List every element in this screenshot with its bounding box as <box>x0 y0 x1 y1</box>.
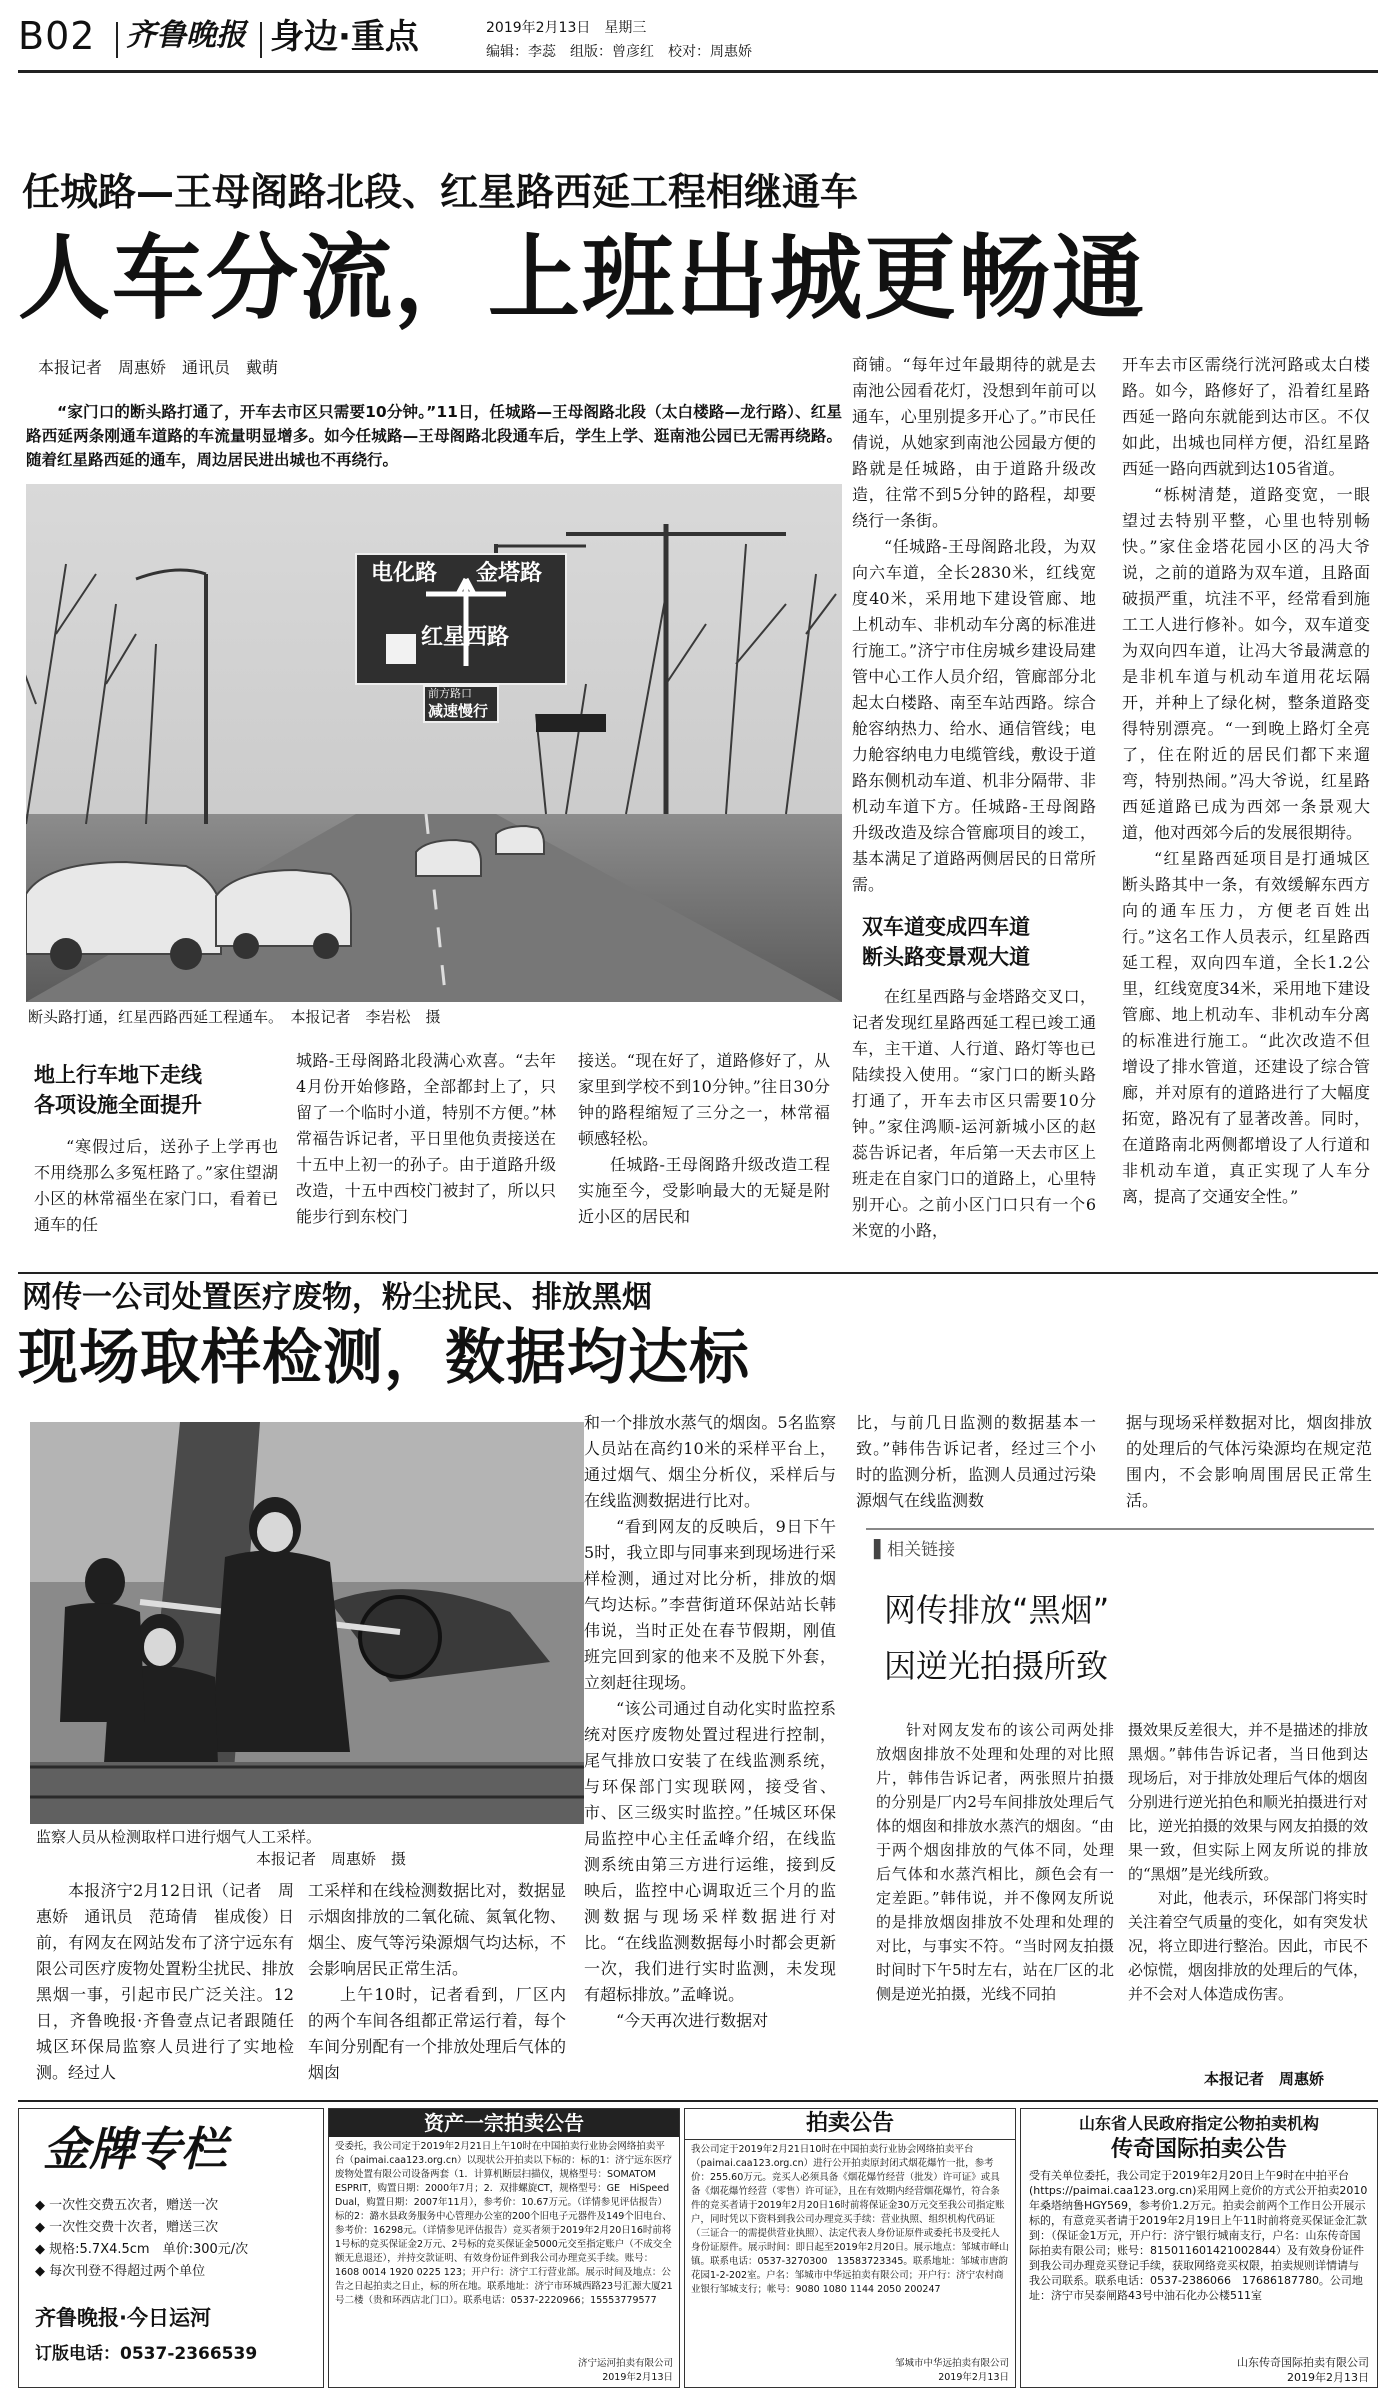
paragraph: 摄效果反差很大，并不是描述的排放黑烟。”韩伟告诉记者，当日他到达现场后，对于排放处理后气体的烟囱分别进行逆光拍色和顺光拍摄进行对比，逆光拍摄的效果与网友拍摄的效果一致，但实际上网友所说的排放的“黑烟”是光线所致。 <box>1128 1721 1368 1883</box>
related-col2 <box>1128 1718 1368 2062</box>
legend-auction-ad <box>1020 2108 1378 2388</box>
legend-ad-title1: 山东省人民政府指定公物拍卖机构 <box>1078 2114 1319 2133</box>
paragraph: 本报济宁2月12日讯（记者 周惠娇 通讯员 范琦倩 崔成俊）日前，有网友在网站发布了济宁远东有限公司医疗废物处置粉尘扰民、排放黑烟一事，引起市民广泛关注。12日，齐鲁晚报·齐鲁壹点记者跟随任城区环保局监察人员进行了实地检测。经过人 <box>36 1881 294 2082</box>
sampling-photo-caption: 监察人员从检测取样口进行烟气人工采样。 <box>36 1828 322 1846</box>
paragraph: “看到网友的反映后，9日下午5时，我立即与同事来到现场进行采样检测，通过对比分析，排放的烟气均达标。”李营街道环保站站长韩伟说，当时正处在春节假期，刚值班完回到家的他来不及脱下外套，立刻赶往现场。 <box>584 1517 836 1692</box>
newspaper-logo: 齐鲁晚报 <box>126 18 246 53</box>
fireworks-ad-foot: 邹城市中华远拍卖有限公司 2019年2月13日 <box>894 2358 1009 2383</box>
related-tag <box>874 1538 955 1562</box>
sampling-photo <box>30 1422 584 1824</box>
story1-subhead1-line1: 地上行车地下走线 <box>34 1063 202 1087</box>
related-box <box>866 1528 1374 2096</box>
gold-ad-line: ◆ 一次性交费十次者，赠送三次 <box>35 2220 219 2235</box>
masthead-divider <box>116 22 118 58</box>
lead-text: “家门口的断头路打通了，开车去市区只需要10分钟。”11日，任城路—王母阁路北段（太白楼路—龙行路）、红星路西延两条刚通车道路的车流量明显增多。如今任城路—王母阁路北段通车后，学生上学、逛南池公园已无需再绕路。随着红星路西延的通车，周边居民进出城也不再绕行。 <box>26 403 842 469</box>
paragraph: 对此，他表示，环保部门将实时关注着空气质量的变化，如有突发状况，将立即进行整治。因此，市民不必惊慌，烟囱排放的处理后的气体，并不会对人体造成伤害。 <box>1128 1889 1368 2003</box>
issue-date: 2019年2月13日 星期三 <box>486 20 647 36</box>
road-scene-graphic <box>26 484 842 1002</box>
ads-divider <box>18 2100 1378 2102</box>
gold-ad-foot2: 订版电话：0537-2366539 <box>35 2344 258 2364</box>
gold-ad-title: 金牌专栏 <box>43 2122 227 2176</box>
story1-kicker: 任城路—王母阁路北段、红星路西延工程相继通车 <box>22 170 859 214</box>
sign-slow: 减速慢行 <box>428 702 489 720</box>
editor-credits: 编辑：李蕊 组版：曾彦红 校对：周惠娇 <box>486 44 752 60</box>
sign-road3: 红星西路 <box>421 625 510 650</box>
paragraph: “红星路西延项目是打通城区断头路其中一条，有效缓解东西方向的通车压力，方便老百姓出行。”这名工作人员表示，红星路西延工程，双向四车道，全长1.2公里，红线宽度34米，采用地下建设管廊、地上机动车、非机动车分离的标准进行施工。“此次改造不但增设了排水管道，还建设了综合管廊，并对原有的道路进行了大幅度拓宽，路况有了显著改善。同时，在道路南北两侧都增设了人行道和非机动车道，真正实现了人车分离，提高了交通安全性。” <box>1122 849 1370 1206</box>
masthead-rule <box>18 70 1378 73</box>
story2-kicker: 网传一公司处置医疗废物，粉尘扰民、排放黑烟 <box>22 1280 652 1315</box>
story2-col-d <box>856 1410 1096 1514</box>
paragraph: 在红星西路与金塔路交叉口，记者发现红星路西延工程已竣工通车，主干道、人行道、路灯等也已陆续投入使用。“家门口的断头路打通了，开车去市区只需要10分钟。”家住鸿顺-运河新城小区的赵蕊告诉记者，年后第一天去市区上班走在自家门口的道路上，心里特别开心。之前小区门口只有一个6米宽的小路， <box>852 987 1096 1240</box>
related-byline: 本报记者 周惠娇 <box>1204 2070 1325 2088</box>
gold-column-ad <box>18 2108 324 2388</box>
line-text: 每次刊登不得超过两个单位 <box>49 2264 206 2279</box>
paragraph: 接送。“现在好了，道路修好了，从家里到学校不到10分钟。”往日30分钟的路程缩短了三分之一，林常福顿感轻松。 <box>578 1051 830 1148</box>
masthead-divider <box>260 22 262 58</box>
fireworks-auction-ad <box>684 2108 1016 2388</box>
paragraph: 商铺。“每年过年最期待的就是去南池公园看花灯，没想到年前可以通车，心里别提多开心了。”市民任倩说，从她家到南池公园最方便的路就是任城路，由于道路升级改造，往常不到5分钟的路程，却要绕行一条街。 <box>852 355 1096 530</box>
story-divider <box>18 1272 1378 1274</box>
paragraph: “今天再次进行数据对 <box>616 2011 769 2030</box>
sign-road2: 金塔路 <box>476 561 543 586</box>
paragraph: “任城路-王母阁路北段，为双向六车道，全长2830米，红线宽度40米，采用地下建设管廊、地上机动车、非机动车分离的标准进行施工。”济宁市住房城乡建设局建管中心工作人员介绍，管廊部分北起太白楼路、南至车站西路。综合舱容纳热力、给水、通信管线；电力舱容纳电力电缆管线，敷设于道路东侧机动车道、机非分隔带、非机动车道下方。任城路-王母阁路升级改造及综合管廊项目的竣工，基本满足了道路两侧居民的日常所需。 <box>852 537 1096 894</box>
road-photo-caption: 断头路打通，红星西路西延工程通车。 本报记者 李岩松 摄 <box>28 1008 441 1026</box>
story1-subhead2-line1: 双车道变成四车道 <box>862 915 1030 939</box>
asset-ad-foot: 济宁运河拍卖有限公司 2019年2月13日 <box>577 2358 673 2383</box>
fireworks-ad-title: 拍卖公告 <box>685 2109 1015 2140</box>
sign-dir: 前方路口 <box>428 687 472 700</box>
gold-ad-line: ◆ 规格:5.7X4.5cm 单价:300元/次 <box>35 2242 249 2257</box>
story1-headline: 人车分流，上班出城更畅通 <box>18 225 1147 332</box>
paragraph: 城路-王母阁路北段满心欢喜。“去年4月份开始修路，全部都封上了，只留了一个临时小道，特别不方便。”林常福告诉记者，平日里他负责接送在十五中上初一的孙子。由于道路升级改造，十五中西校门被封了，所以只能步行到东校门 <box>296 1051 556 1226</box>
related-tag-text: 相关链接 <box>887 1540 956 1560</box>
line-text: 一次性交费五次者，赠送一次 <box>49 2198 219 2213</box>
story1-col-d2 <box>852 984 1096 1266</box>
paragraph: 针对网友发布的该公司两处排放烟囱排放不处理和处理的对比照片，韩伟告诉记者，两张照片拍摄的分别是厂内2号车间排放处理后气体的烟囱和排放水蒸汽的烟囱。“由于两个烟囱排放的气体不同，处理后气体和水蒸汽相比，颜色会有一定差距。”韩伟说，并不像网友所说的是排放烟囱排放不处理和处理的对比，与事实不符。“当时网友拍摄时间时下午5时左右，站在厂区的北侧是逆光拍摄，光线不同拍 <box>876 1721 1114 2003</box>
sampling-scene-graphic <box>30 1422 584 1824</box>
story1-byline: 本报记者 周惠娇 通讯员 戴萌 <box>38 358 279 377</box>
story2-col-c <box>584 1410 836 2094</box>
asset-auction-ad <box>328 2108 680 2388</box>
paragraph: 开车去市区需绕行洸河路或太白楼路。如今，路修好了，沿着红星路西延一路向东就能到达市区。不仅如此，出城也同样方便，沿红星路西延一路向西就到达105省道。 <box>1122 355 1370 478</box>
gold-ad-line: ◆ 一次性交费五次者，赠送一次 <box>35 2198 219 2213</box>
story1-subhead1-line2: 各项设施全面提升 <box>34 1093 202 1117</box>
sign-road1: 电化路 <box>371 561 438 586</box>
legend-ad-foot: 山东传奇国际拍卖有限公司 2019年2月13日 <box>1237 2356 1369 2384</box>
asset-ad-title: 资产一宗拍卖公告 <box>329 2109 679 2137</box>
story2-col-a <box>36 1878 294 2094</box>
fireworks-ad-body: 我公司定于2019年2月21日10时在中国拍卖行业协会网络拍卖平台（paimai.caa123.org.cn）进行公开拍卖原封闭式烟花爆竹一批，参考价：255.60万元。竞买人必须具备《烟花爆竹经营（批发）许可证》或具备《烟花爆竹经营（零售）许可证》，且在有效期内经营烟花爆竹，符合条件的竞买者请于2019年2月20日16时前将保证金30万元交至我公司指定账户，同时凭以下资料到我公司办理竞买手续：营业执照、组织机构代码证（三证合一的需提供营业执照）、法定代表人身份证原件或委托书及受托人身份证原件。展示时间：即日起至2019年2月20日。展示地点：邹城市峄山镇。联系电话：0537-3270300 13583723345。联系地址：邹城市唐韵花园1-2-202室。户名：邹城市中华远拍卖有限公司；开户行：济宁农村商业银行邹城支行；帐号：9080 1080 1144 2050 200247 <box>691 2144 1009 2295</box>
story1-col-d <box>852 352 1096 900</box>
story2-col-e <box>1126 1410 1372 1514</box>
gold-ad-line: ◆ 每次刊登不得超过两个单位 <box>35 2264 206 2279</box>
legend-ad-title2: 传奇国际拍卖公告 <box>1110 2137 1287 2162</box>
tag-icon: ▌ <box>874 1540 888 1560</box>
paragraph: 任城路-王母阁路升级改造工程实施至今，受影响最大的无疑是附近小区的居民和 <box>578 1155 830 1226</box>
road-photo <box>26 484 842 1002</box>
story1-subhead2-line2: 断头路变景观大道 <box>862 945 1030 969</box>
section-title: 身边·重点 <box>270 17 419 57</box>
sampling-photo-credit: 本报记者 周惠娇 摄 <box>256 1850 407 1868</box>
story1-col-e <box>1122 352 1370 1266</box>
paragraph: 上午10时，记者看到，厂区内的两个车间各组都正常运行着，每个车间分别配有一个排放处理后气体的烟囱 <box>308 1985 566 2082</box>
gold-ad-lines <box>35 2195 248 2283</box>
story2-col-b <box>308 1878 566 2094</box>
story1-col-a <box>34 1134 278 1264</box>
related-col1 <box>876 1718 1114 2088</box>
story2-headline: 现场取样检测，数据均达标 <box>18 1323 750 1393</box>
paragraph: 据与现场采样数据对比，烟囱排放的处理后的气体污染源均在规定范围内，不会影响周围居民正常生活。 <box>1126 1413 1372 1510</box>
paragraph: 工采样和在线检测数据比对，数据显示烟囱排放的二氧化硫、氮氧化物、烟尘、废气等污染源烟气均达标，不会影响居民正常生活。 <box>308 1881 566 1978</box>
paragraph: “寒假过后，送孙子上学再也不用绕那么多冤枉路了。”家住望湖小区的林常福坐在家门口，看着已通车的任 <box>34 1137 278 1234</box>
gold-ad-foot1: 齐鲁晚报·今日运河 <box>35 2306 211 2330</box>
line-text: 规格:5.7X4.5cm 单价:300元/次 <box>49 2242 249 2257</box>
page-number: B02 <box>18 14 96 58</box>
paragraph: 和一个排放水蒸气的烟囱。5名监察人员站在高约10米的采样平台上，通过烟气、烟尘分析仪，采样后与在线监测数据进行比对。 <box>584 1413 836 1510</box>
paragraph: “该公司通过自动化实时监控系统对医疗废物处置过程进行控制，尾气排放口安装了在线监测系统，与环保部门实现联网，接受省、市、区三级实时监控。”任城区环保局监控中心主任孟峰介绍，在线监测系统由第三方进行运维，接到反映后，监控中心调取近三个月的监测数据与现场采样数据进行对比。“在线监测数据每小时都会更新一次，我们进行实时监测，未发现有超标排放。”孟峰说。 <box>584 1699 836 2004</box>
asset-ad-body: 受委托，我公司定于2019年2月21日上午10时在中国拍卖行业协会网络拍卖平台（paimai.caa123.org.cn）以现状公开拍卖以下标的：标的1：济宁远东医疗废物处置有限公司设备两套（1．计算机断层扫描仪，规格型号：SOMATOM ESPRIT，购置日期：2000年7月；2．双排螺旋CT，规格型号：GE HiSpeed Dual，购置日期：2007年11月），参考价：10.67万元。（详情参见评估报告）标的2：潞水县政务服务中心管理办公室的200个旧电子元器件及149个旧电台、参考价：16298元。（详情参见评估报告）竞买者须于2019年2月20日16时前将1号标的竞买保证金2万元、2号标的竞买保证金5000元交至指定账户（不成交全额无息退还），并持交款证明、有效身份证件到我公司办理竞买手续。账号：1608 0014 1920 0225 123；开户行：济宁工行营业部。展示时间及地点：公告之日起拍卖之日止，标的所在地。联系地址：济宁市环城西路23号汇源大厦21号二楼（贵和环西店北门口）。联系电话：0537-2220966；15553779577 <box>335 2141 679 2306</box>
paragraph: 比，与前几日监测的数据基本一致。”韩伟告诉记者，经过三个小时的监测分析，监测人员通过污染源烟气在线监测数 <box>856 1413 1096 1510</box>
line-text: 一次性交费十次者，赠送三次 <box>49 2220 219 2235</box>
story1-col-b <box>296 1048 556 1264</box>
paragraph: “栎树清楚，道路变宽，一眼望过去特别平整，心里也特别畅快。”家住金塔花园小区的冯大爷说，之前的道路为双车道，且路面破损严重，坑洼不平，经常看到施工工人进行修补。如今，双车道变为双向四车道，让冯大爷最满意的是非机车道与机动车道用花坛隔开，并种上了绿化树，整条道路变得特别漂亮。“一到晚上路灯全亮了，住在附近的居民们都下来遛弯，特别热闹。”冯大爷说，红星路西延道路已成为西郊一条景观大道，他对西郊今后的发展很期待。 <box>1122 485 1370 842</box>
related-title-line2: 因逆光拍摄所致 <box>884 1647 1109 1685</box>
legend-ad-body: 受有关单位委托，我公司定于2019年2月20日上午9时在中拍平台(https://paimai.caa123.org.cn)采用网上竞价的方式公开拍卖2010年桑塔纳鲁HGY569，参考价1.2万元。拍卖会前两个工作日公开展示标的，有意竞买者请于2019年2月19日上午11时前将竞买保证金汇款到：（保证金1万元，开户行：济宁银行城南支行，户名：山东传奇国际拍卖有限公司；账号：815011601421002844）及有效身份证件到我公司办理竞买登记手续，获取网络竞买权限，拍卖规则详情请与我公司联系。联系电话：0537-2386066 17686187780。公司地址：济宁市吴泰闸路43号中油石化办公楼511室 <box>1029 2169 1368 2302</box>
story1-lead <box>26 400 842 474</box>
story1-col-c <box>578 1048 830 1264</box>
related-title-line1: 网传排放“黑烟” <box>884 1591 1110 1629</box>
